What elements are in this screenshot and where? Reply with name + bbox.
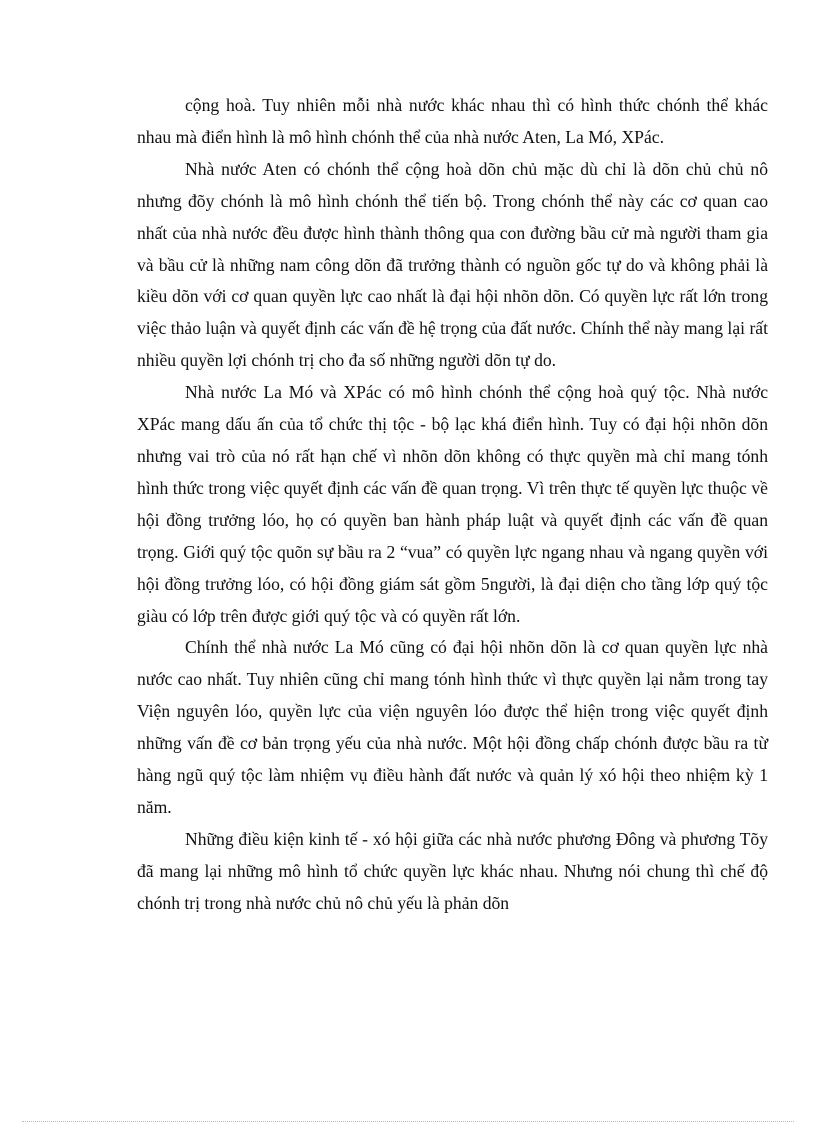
paragraph-2: Nhà nước Aten có chónh thể cộng hoà dõn chủ mặc dù chỉ là dõn chủ chủ nô nhưng đõy chónh là mô hình chónh thể tiến bộ. Trong chónh thể này các cơ quan cao nhất của nhà nước đều được hình thành thông qua con đường bầu cử mà người tham gia và bầu cử là những nam công dõn đã trưởng thành có nguồn gốc tự do và không phải là kiều dõn với cơ quan quyền lực cao nhất là đại hội nhõn dõn. Có quyền lực rất lớn trong việc thảo luận và quyết định các vấn đề hệ trọng của đất nước. Chính thể này mang lại rất nhiều quyền lợi chónh trị cho đa số những người dõn tự do. [137, 158, 768, 371]
paragraph-1: cộng hoà. Tuy nhiên mỗi nhà nước khác nhau thì có hình thức chónh thể khác nhau mà điển hình là mô hình chónh thể của nhà nước Aten, La Mó, XPác. [137, 95, 768, 147]
body-text [137, 90, 768, 920]
paragraph-4: Chính thể nhà nước La Mó cũng có đại hội nhõn dõn là cơ quan quyền lực nhà nước cao nhất. Tuy nhiên cũng chỉ mang tónh hình thức vì thực quyền lại nằm trong tay Viện nguyên lóo, quyền lực của viện nguyên lóo được thể hiện trong việc quyết định những vấn đề cơ bản trọng yếu của nhà nước. Một hội đồng chấp chónh được bầu ra từ hàng ngũ quý tộc làm nhiệm vụ điều hành đất nước và quản lý xó hội theo nhiệm kỳ 1 năm. [137, 637, 768, 817]
page-bottom-divider [22, 1121, 794, 1122]
paragraph-3: Nhà nước La Mó và XPác có mô hình chónh thể cộng hoà quý tộc. Nhà nước XPác mang dấu ấn của tổ chức thị tộc - bộ lạc khá điển hình. Tuy có đại hội nhõn dõn nhưng vai trò của nó rất hạn chế vì nhõn dõn không có thực quyền mà chỉ mang tónh hình thức trong việc quyết định các vấn đề quan trọng. Vì trên thực tế quyền lực thuộc về hội đồng trưởng lóo, họ có quyền ban hành pháp luật và quyết định các vấn đề quan trọng. Giới quý tộc quõn sự bầu ra 2 “vua” có quyền lực ngang nhau và ngang quyền với hội đồng trưởng lóo, có hội đồng giám sát gồm 5người, là đại diện cho tầng lớp quý tộc giàu có lớp trên được giới quý tộc và có quyền rất lớn. [137, 382, 768, 626]
paragraph-5: Những điều kiện kinh tế - xó hội giữa các nhà nước phương Đông và phương Tõy đã mang lại những mô hình tổ chức quyền lực khác nhau. Nhưng nói chung thì chế độ chónh trị trong nhà nước chủ nô chủ yếu là phản dõn [137, 828, 768, 913]
